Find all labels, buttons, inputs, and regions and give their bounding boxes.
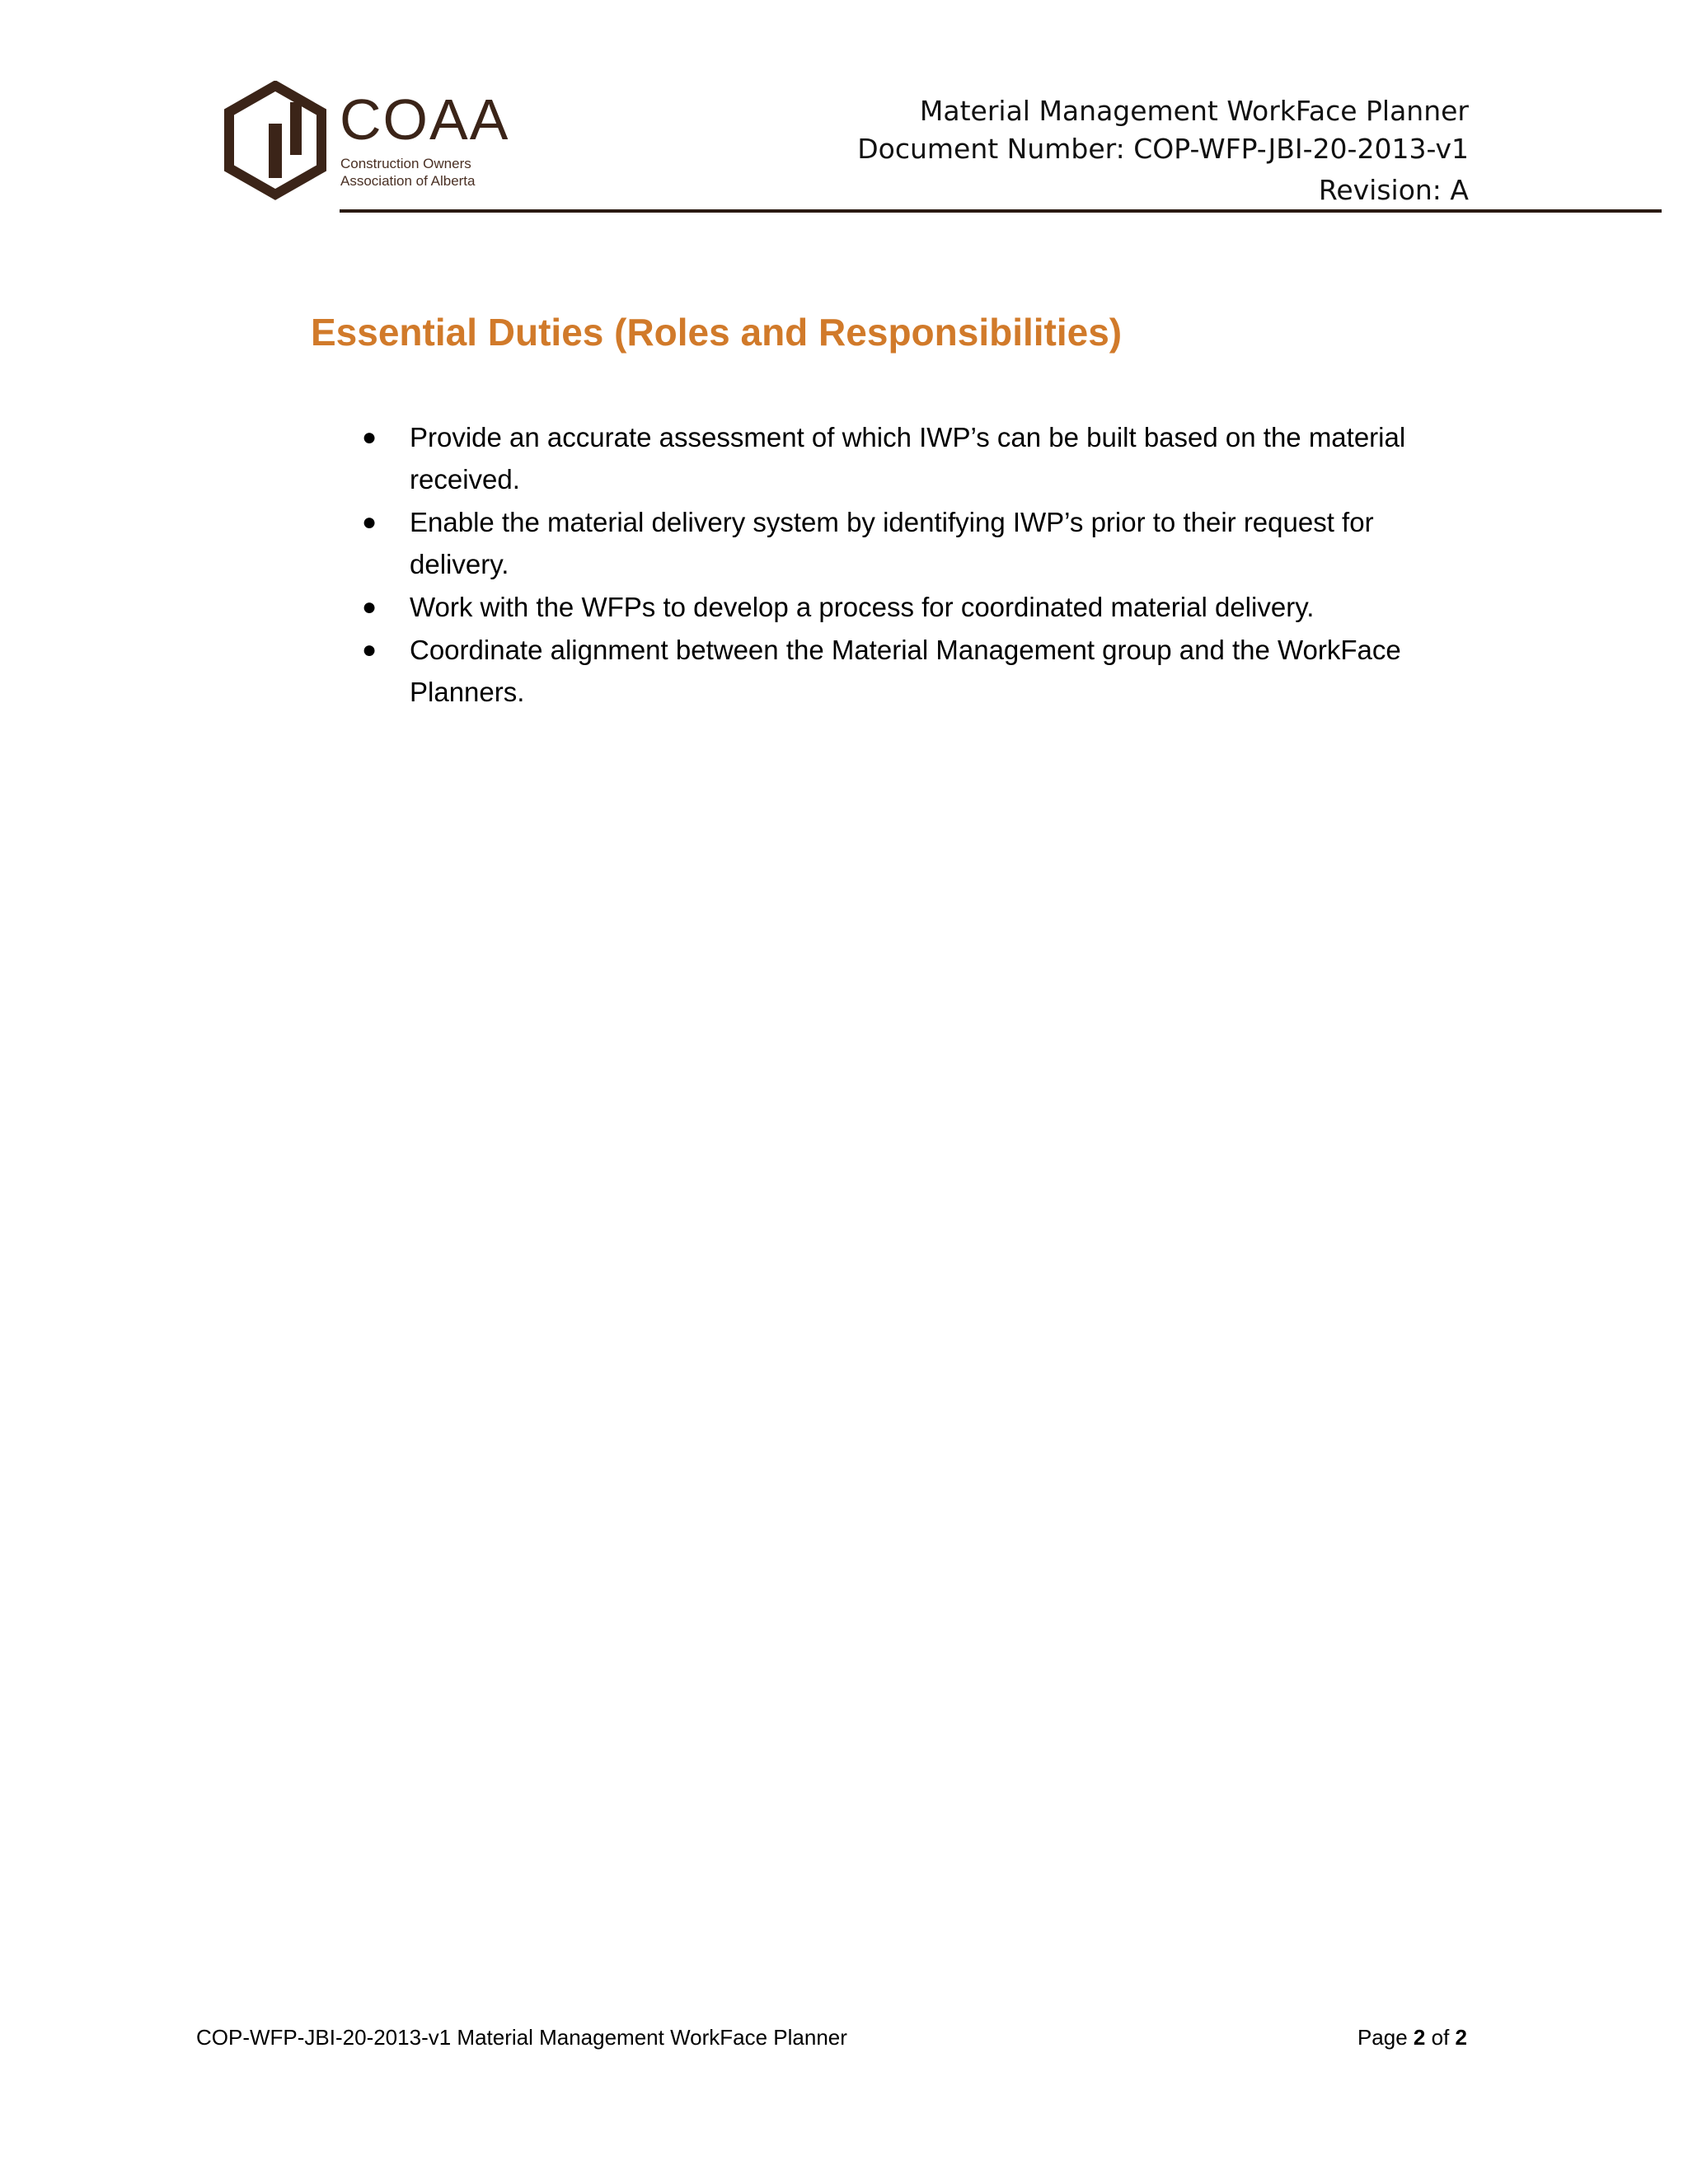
document-title: Material Management WorkFace Planner: [919, 95, 1469, 127]
of-label: of: [1431, 2025, 1450, 2050]
footer-document-title: COP-WFP-JBI-20-2013-v1 Material Management WorkFace Planner: [196, 2025, 847, 2050]
page-total: 2: [1455, 2025, 1467, 2050]
list-item-text: Enable the material delivery system by identifying IWP’s prior to their request for delivery.: [410, 507, 1374, 579]
bullet-icon: ●: [362, 424, 377, 451]
header-divider: [340, 209, 1662, 213]
coaa-logo: [223, 81, 510, 200]
page-current: 2: [1413, 2025, 1426, 2050]
hexagon-logo-icon: [223, 81, 328, 200]
document-number: Document Number: COP-WFP-JBI-20-2013-v1: [857, 133, 1469, 165]
logo-subtitle: [340, 155, 475, 190]
list-item-text: Coordinate alignment between the Material Management group and the WorkFace Planners.: [410, 635, 1401, 707]
bullet-icon: ●: [362, 593, 377, 621]
logo-subtitle-line1: Construction Owners: [340, 156, 471, 171]
list-item: [354, 629, 1442, 713]
bullet-icon: ●: [362, 509, 377, 536]
list-item: [354, 586, 1442, 628]
duties-list: [354, 416, 1442, 714]
list-item-text: Work with the WFPs to develop a process for coordinated material delivery.: [410, 592, 1315, 622]
document-revision: Revision: A: [1318, 174, 1469, 206]
list-item: [354, 501, 1442, 585]
list-item: [354, 416, 1442, 500]
page-label: Page: [1357, 2025, 1408, 2050]
document-header: [857, 92, 1469, 209]
logo-subtitle-line2: Association of Alberta: [340, 173, 476, 189]
logo-wordmark: COAA: [340, 87, 510, 152]
page-number: [1357, 2022, 1467, 2052]
list-item-text: Provide an accurate assessment of which IWP’s can be built based on the material received.: [410, 422, 1406, 494]
bullet-icon: ●: [362, 636, 377, 663]
section-title: Essential Duties (Roles and Responsibilities): [311, 311, 1123, 354]
